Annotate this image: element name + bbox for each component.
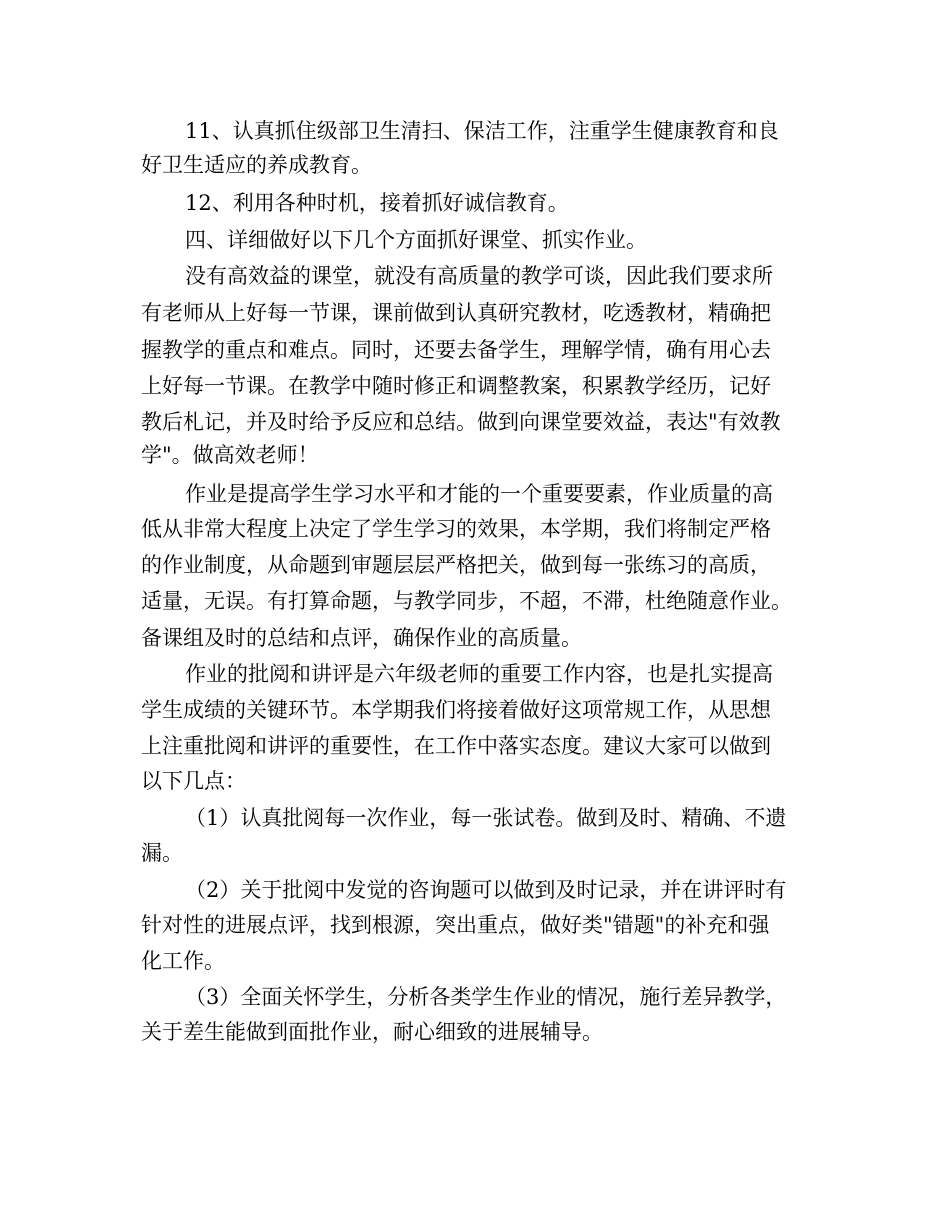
paragraph-line: 适量，无误。有打算命题，与教学同步，不超，不滞，杜绝随意作业。 [141, 589, 792, 613]
paragraph-line: 低从非常大程度上决定了学生学习的效果，本学期，我们将制定严格 [141, 517, 771, 541]
paragraph-line: 作业是提高学生学习水平和才能的一个重要要素，作业质量的高 [185, 482, 773, 506]
list-item-line: 化工作。 [141, 949, 225, 973]
list-item-line: 漏。 [141, 841, 183, 865]
paragraph-line: 学"。做高效老师！ [141, 443, 319, 467]
list-item-line: （1）认真批阅每一次作业，每一张试卷。做到及时、精确、不遗 [185, 806, 787, 830]
list-item-line: 针对性的进展点评，找到根源，突出重点，做好类"错题"的补充和强 [141, 913, 770, 937]
paragraph-line: 的作业制度，从命题到审题层层严格把关，做到每一张练习的高质， [141, 553, 771, 577]
list-item-line: 关于差生能做到面批作业，耐心细致的进展辅导。 [141, 1020, 603, 1044]
paragraph-line: 教后札记，并及时给予反应和总结。做到向课堂要效益，表达"有效教 [141, 410, 781, 434]
paragraph-line: 以下几点： [141, 769, 246, 793]
paragraph-line: 好卫生适应的养成教育。 [141, 153, 372, 177]
paragraph-line: 上好每一节课。在教学中随时修正和调整教案，积累教学经历，记好 [141, 374, 771, 398]
paragraph-line: 12、利用各种时机，接着抓好诚信教育。 [185, 191, 569, 215]
list-item-line: （3）全面关怀学生，分析各类学生作业的情况，施行差异教学， [185, 985, 787, 1009]
section-heading: 四、详细做好以下几个方面抓好课堂、抓实作业。 [185, 228, 647, 252]
paragraph-line: 11、认真抓住级部卫生清扫、保洁工作，注重学生健康教育和良 [185, 119, 779, 143]
paragraph-line: 没有高效益的课堂，就没有高质量的教学可谈，因此我们要求所 [185, 264, 773, 288]
paragraph-line: 有老师从上好每一节课，课前做到认真研究教材，吃透教材，精确把 [141, 301, 771, 325]
paragraph-line: 学生成绩的关键环节。本学期我们将接着做好这项常规工作，从思想 [141, 698, 771, 722]
paragraph-line: 备课组及时的总结和点评，确保作业的高质量。 [141, 626, 582, 650]
list-item-line: （2）关于批阅中发觉的咨询题可以做到及时记录，并在讲评时有 [185, 878, 787, 902]
paragraph-line: 握教学的重点和难点。同时，还要去备学生，理解学情，确有用心去 [141, 338, 771, 362]
paragraph-line: 上注重批阅和讲评的重要性，在工作中落实态度。建议大家可以做到 [141, 734, 771, 758]
paragraph-line: 作业的批阅和讲评是六年级老师的重要工作内容，也是扎实提高 [185, 662, 773, 686]
